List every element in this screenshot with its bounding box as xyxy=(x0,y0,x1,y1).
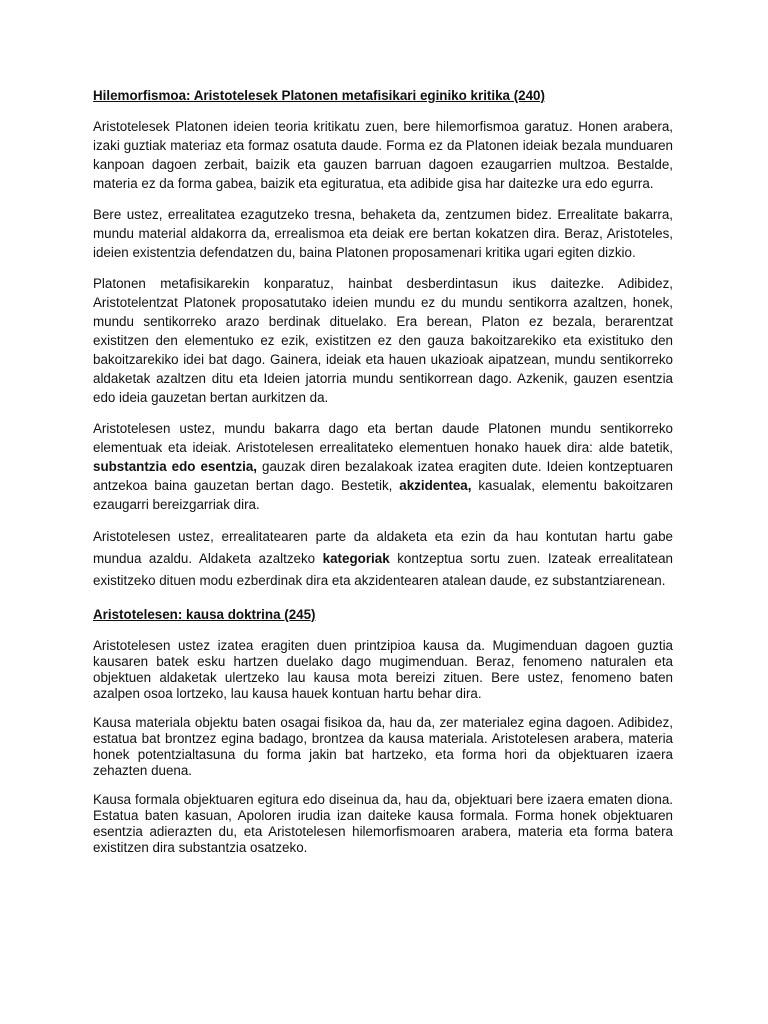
document-page xyxy=(93,86,673,856)
section-title: Hilemorfismoa: Aristotelesek Platonen metafisikari eginiko kritika (240) xyxy=(93,88,545,103)
bold-term: akzidentea, xyxy=(399,478,472,493)
paragraph: Kausa formala objektuaren egitura edo diseinua da, hau da, objektuari bere izaera ematen diona. Estatua baten kasuan, Apoloren irudia izan daiteke kausa formala. Forma honek objektuaren esentzia adierazten du, eta Aristotelesen hilemorfismoaren arabera, materia eta forma batera existitzen dira substantzia osatzeko. xyxy=(93,792,673,855)
text-run: Aristotelesen ustez, mundu bakarra dago eta bertan daude Platonen mundu sentikorreko elementuak eta ideiak. Aristotelesen errealitateko elementuen honako hauek dira: alde batetik, xyxy=(93,421,673,455)
paragraph xyxy=(93,419,673,514)
paragraph: Aristotelesek Platonen ideien teoria kritikatu zuen, bere hilemorfismoa garatuz. Honen arabera, izaki guztiak materiaz eta formaz osatuta daude. Forma ez da Platonen ideiak bezala munduaren kanpoan dagoen zerbait, baizik eta gauzen barruan dagoen ezaugarrien multzoa. Bestalde, materia ez da forma gabea, baizik eta egituratua, eta adibide gisa har daitezke ura edo egurra. xyxy=(93,119,673,191)
section-title: Aristotelesen: kausa doktrina (245) xyxy=(93,607,316,622)
paragraph: Kausa materiala objektu baten osagai fisikoa da, hau da, zer materialez egina dagoen. Adibidez, estatua bat brontzez egina badago, brontzea da kausa materiala. Aristotelesen arabera, materia honek potentzialtasuna du forma jakin bat hartzeko, eta forma hori da objektuaren izaera zehazten duena. xyxy=(93,715,673,778)
bold-term: substantzia edo esentzia, xyxy=(93,459,258,474)
paragraph: Aristotelesen ustez izatea eragiten duen printzipioa kausa da. Mugimenduan dagoen guztia kausaren batek esku hartzen duelako dago mugimenduan. Beraz, fenomeno naturalen eta objektuen aldaketak ulertzeko lau kausa mota bereizi zituen. Bere ustez, fenomeno baten azalpen osoa lortzeko, lau kausa hauek kontuan hartu behar dira. xyxy=(93,638,673,701)
section-hilemorfismoa xyxy=(93,86,673,592)
text-run: Aristotelesen ustez, errealitatearen parte da aldaketa eta ezin da hau kontutan hartu gabe mundua azaldu. Aldaketa azaltzeko xyxy=(93,529,673,566)
paragraph: Platonen metafisikarekin konparatuz, hainbat desberdintasun ikus daitezke. Adibidez, Aristotelentzat Platonek proposatutako ideien mundu ez du mundu sentikorra azaltzen, honek, mundu sentikorreko arazo berdinak dituelako. Era berean, Platon ez bezala, berarentzat existitzen den elementuko ez ezik, existitzen ez den gauza bakoitzarekiko eta existituko den bakoitzarekiko idei bat dago. Gainera, ideiak eta hauen ukazioak aipatzean, mundu sentikorreko aldaketak azaltzen ditu eta Ideien jatorria mundu sentikorrean dago. Azkenik, gauzen esentzia edo ideia gauzetan bertan aurkitzen da. xyxy=(93,276,673,405)
section-kausa-doktrina xyxy=(93,605,673,856)
paragraph xyxy=(93,526,673,592)
text-run: kasualak, elementu bakoitzaren ezaugarri bereizgarriak dira. xyxy=(93,478,673,512)
text-run: kontzeptua sortu zuen. Izateak errealitatean existitzeko dituen modu ezberdinak dira eta akzidentearen atalean daude, ez substantziarenean. xyxy=(93,551,673,588)
paragraph: Bere ustez, errealitatea ezagutzeko tresna, behaketa da, zentzumen bidez. Errealitate bakarra, mundu material aldakorra da, errealismoa eta deiak ere bertan kokatzen dira. Beraz, Aristoteles, ideien existentzia defendatzen du, baina Platonen proposamenari kritika ugari egiten dizkio. xyxy=(93,207,673,260)
bold-term: kategoriak xyxy=(322,551,390,566)
text-run: gauzak diren bezalakoak izatea eragiten dute. Ideien kontzeptuaren antzekoa baina gauzetan bertan dago. Bestetik, xyxy=(93,459,673,493)
